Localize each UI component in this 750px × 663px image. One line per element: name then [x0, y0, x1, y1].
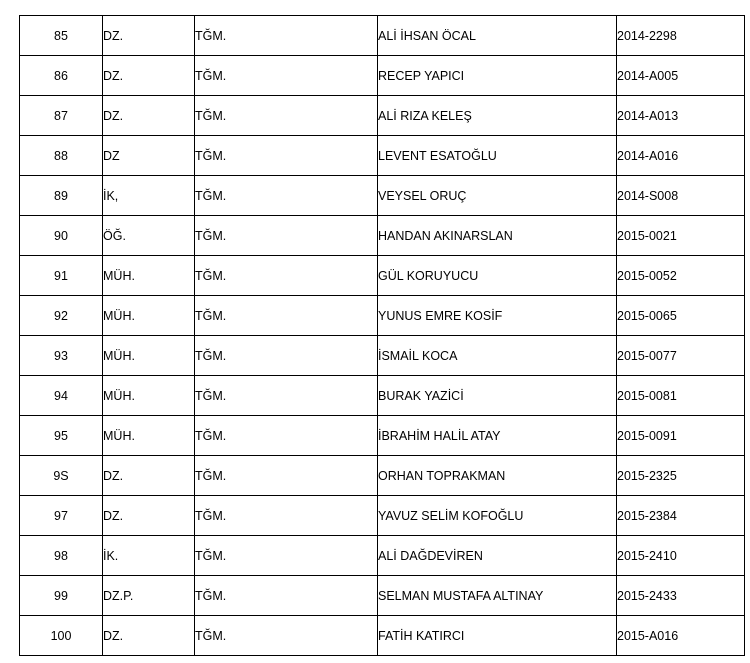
- branch-cell: İK.: [103, 536, 195, 576]
- full-name-cell: ALİ İHSAN ÖCAL: [378, 16, 617, 56]
- registry-id-cell: 2014-2298: [617, 16, 745, 56]
- registry-id-cell: 2015-0081: [617, 376, 745, 416]
- full-name-cell: VEYSEL ORUÇ: [378, 176, 617, 216]
- branch-cell: DZ.: [103, 16, 195, 56]
- table-row: [20, 56, 745, 96]
- rank-cell: TĞM.: [195, 256, 378, 296]
- registry-id-cell: 2015-2410: [617, 536, 745, 576]
- branch-cell: DZ.: [103, 616, 195, 656]
- row-number-cell: 89: [20, 176, 103, 216]
- branch-cell: ÖĞ.: [103, 216, 195, 256]
- table-row: [20, 16, 745, 56]
- branch-cell: DZ.: [103, 56, 195, 96]
- branch-cell: DZ.: [103, 496, 195, 536]
- table-row: [20, 616, 745, 656]
- registry-id-cell: 2014-A016: [617, 136, 745, 176]
- branch-cell: DZ: [103, 136, 195, 176]
- registry-id-cell: 2015-0065: [617, 296, 745, 336]
- registry-id-cell: 2014-A005: [617, 56, 745, 96]
- row-number-cell: 98: [20, 536, 103, 576]
- row-number-cell: 88: [20, 136, 103, 176]
- full-name-cell: YUNUS EMRE KOSİF: [378, 296, 617, 336]
- row-number-cell: 86: [20, 56, 103, 96]
- roster-table: [19, 15, 745, 656]
- row-number-cell: 95: [20, 416, 103, 456]
- branch-cell: DZ.: [103, 456, 195, 496]
- rank-cell: TĞM.: [195, 576, 378, 616]
- rank-cell: TĞM.: [195, 336, 378, 376]
- registry-id-cell: 2015-2384: [617, 496, 745, 536]
- row-number-cell: 94: [20, 376, 103, 416]
- full-name-cell: ORHAN TOPRAKMAN: [378, 456, 617, 496]
- branch-cell: İK,: [103, 176, 195, 216]
- full-name-cell: GÜL KORUYUCU: [378, 256, 617, 296]
- table-row: [20, 296, 745, 336]
- rank-cell: TĞM.: [195, 16, 378, 56]
- rank-cell: TĞM.: [195, 456, 378, 496]
- table-row: [20, 456, 745, 496]
- registry-id-cell: 2015-2325: [617, 456, 745, 496]
- branch-cell: MÜH.: [103, 336, 195, 376]
- full-name-cell: RECEP YAPICI: [378, 56, 617, 96]
- table-row: [20, 336, 745, 376]
- rank-cell: TĞM.: [195, 96, 378, 136]
- registry-id-cell: 2015-0021: [617, 216, 745, 256]
- rank-cell: TĞM.: [195, 136, 378, 176]
- row-number-cell: 90: [20, 216, 103, 256]
- row-number-cell: 100: [20, 616, 103, 656]
- roster-sheet: [19, 15, 744, 656]
- table-row: [20, 136, 745, 176]
- full-name-cell: İBRAHİM HALİL ATAY: [378, 416, 617, 456]
- full-name-cell: BURAK YAZİCİ: [378, 376, 617, 416]
- table-row: [20, 216, 745, 256]
- full-name-cell: ALİ DAĞDEVİREN: [378, 536, 617, 576]
- full-name-cell: FATİH KATIRCI: [378, 616, 617, 656]
- branch-cell: MÜH.: [103, 416, 195, 456]
- registry-id-cell: 2014-A013: [617, 96, 745, 136]
- table-row: [20, 176, 745, 216]
- table-row: [20, 376, 745, 416]
- registry-id-cell: 2015-2433: [617, 576, 745, 616]
- table-row: [20, 536, 745, 576]
- full-name-cell: SELMAN MUSTAFA ALTINAY: [378, 576, 617, 616]
- table-row: [20, 496, 745, 536]
- full-name-cell: YAVUZ SELİM KOFOĞLU: [378, 496, 617, 536]
- rank-cell: TĞM.: [195, 376, 378, 416]
- branch-cell: DZ.: [103, 96, 195, 136]
- branch-cell: MÜH.: [103, 256, 195, 296]
- rank-cell: TĞM.: [195, 56, 378, 96]
- row-number-cell: 87: [20, 96, 103, 136]
- full-name-cell: HANDAN AKINARSLAN: [378, 216, 617, 256]
- row-number-cell: 97: [20, 496, 103, 536]
- table-row: [20, 96, 745, 136]
- registry-id-cell: 2014-S008: [617, 176, 745, 216]
- branch-cell: MÜH.: [103, 376, 195, 416]
- registry-id-cell: 2015-A016: [617, 616, 745, 656]
- rank-cell: TĞM.: [195, 176, 378, 216]
- row-number-cell: 99: [20, 576, 103, 616]
- rank-cell: TĞM.: [195, 616, 378, 656]
- table-row: [20, 256, 745, 296]
- rank-cell: TĞM.: [195, 296, 378, 336]
- registry-id-cell: 2015-0077: [617, 336, 745, 376]
- full-name-cell: ALİ RIZA KELEŞ: [378, 96, 617, 136]
- row-number-cell: 92: [20, 296, 103, 336]
- rank-cell: TĞM.: [195, 536, 378, 576]
- rank-cell: TĞM.: [195, 216, 378, 256]
- full-name-cell: LEVENT ESATOĞLU: [378, 136, 617, 176]
- row-number-cell: 85: [20, 16, 103, 56]
- branch-cell: MÜH.: [103, 296, 195, 336]
- row-number-cell: 9S: [20, 456, 103, 496]
- rank-cell: TĞM.: [195, 416, 378, 456]
- branch-cell: DZ.P.: [103, 576, 195, 616]
- row-number-cell: 91: [20, 256, 103, 296]
- table-row: [20, 416, 745, 456]
- registry-id-cell: 2015-0052: [617, 256, 745, 296]
- rank-cell: TĞM.: [195, 496, 378, 536]
- registry-id-cell: 2015-0091: [617, 416, 745, 456]
- roster-table-body: [20, 16, 745, 656]
- table-row: [20, 576, 745, 616]
- row-number-cell: 93: [20, 336, 103, 376]
- full-name-cell: İSMAİL KOCA: [378, 336, 617, 376]
